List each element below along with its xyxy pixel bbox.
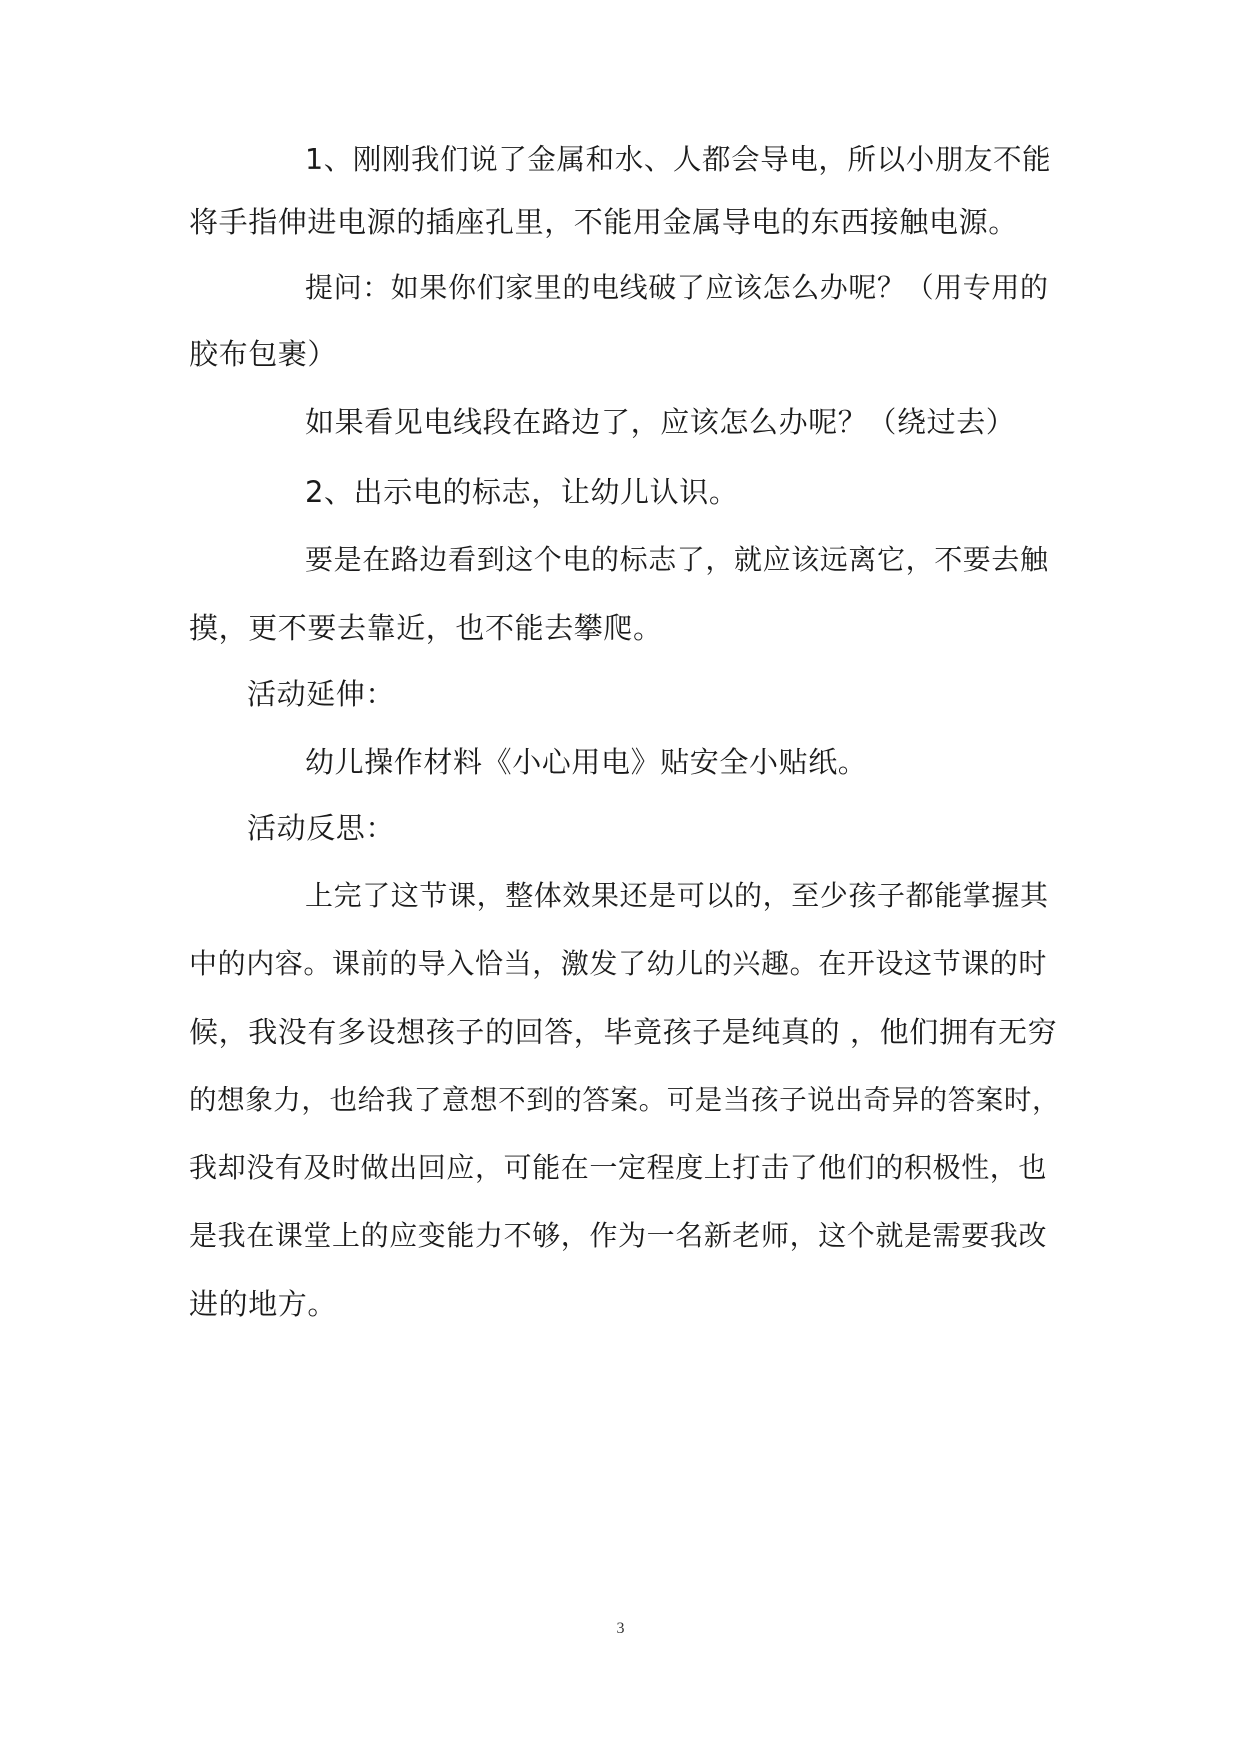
paragraph-line: 是我在课堂上的应变能力不够，作为一名新老师，这个就是需要我改 [189, 1219, 1048, 1252]
section-heading: 活动延伸： [247, 677, 396, 711]
section-heading: 活动反思： [247, 811, 396, 845]
paragraph-line: 进的地方。 [189, 1287, 338, 1321]
paragraph-line: 幼儿操作材料《小心用电》贴安全小贴纸。 [305, 745, 868, 779]
paragraph-line: 的想象力，也给我了意想不到的答案。可是当孩子说出奇异的答案时， [189, 1084, 1061, 1116]
paragraph-line: 上完了这节课，整体效果还是可以的，至少孩子都能掌握其 [305, 879, 1049, 912]
paragraph-line: 1、刚刚我们说了金属和水、人都会导电，所以小朋友不能 [305, 143, 1052, 176]
paragraph-line: 2、出示电的标志，让幼儿认识。 [305, 475, 739, 509]
paragraph-line: 我却没有及时做出回应，可能在一定程度上打击了他们的积极性，也 [189, 1151, 1048, 1184]
paragraph-line: 候，我没有多设想孩子的回答，毕竟孩子是纯真的 ，他们拥有无穷 [189, 1015, 1058, 1049]
paragraph-line: 如果看见电线段在路边了，应该怎么办呢？（绕过去） [305, 405, 1016, 439]
paragraph-line: 要是在路边看到这个电的标志了，就应该远离它，不要去触 [305, 543, 1049, 576]
paragraph-line: 中的内容。课前的导入恰当，激发了幼儿的兴趣。在开设这节课的时 [189, 947, 1048, 980]
paragraph-line: 摸，更不要去靠近，也不能去攀爬。 [189, 611, 663, 645]
page-number: 3 [616, 1620, 625, 1637]
paragraph-line: 将手指伸进电源的插座孔里，不能用金属导电的东西接触电源。 [189, 205, 1018, 239]
paragraph-line: 提问：如果你们家里的电线破了应该怎么办呢？（用专用的 [305, 271, 1049, 304]
paragraph-line: 胶布包裹） [189, 337, 338, 371]
